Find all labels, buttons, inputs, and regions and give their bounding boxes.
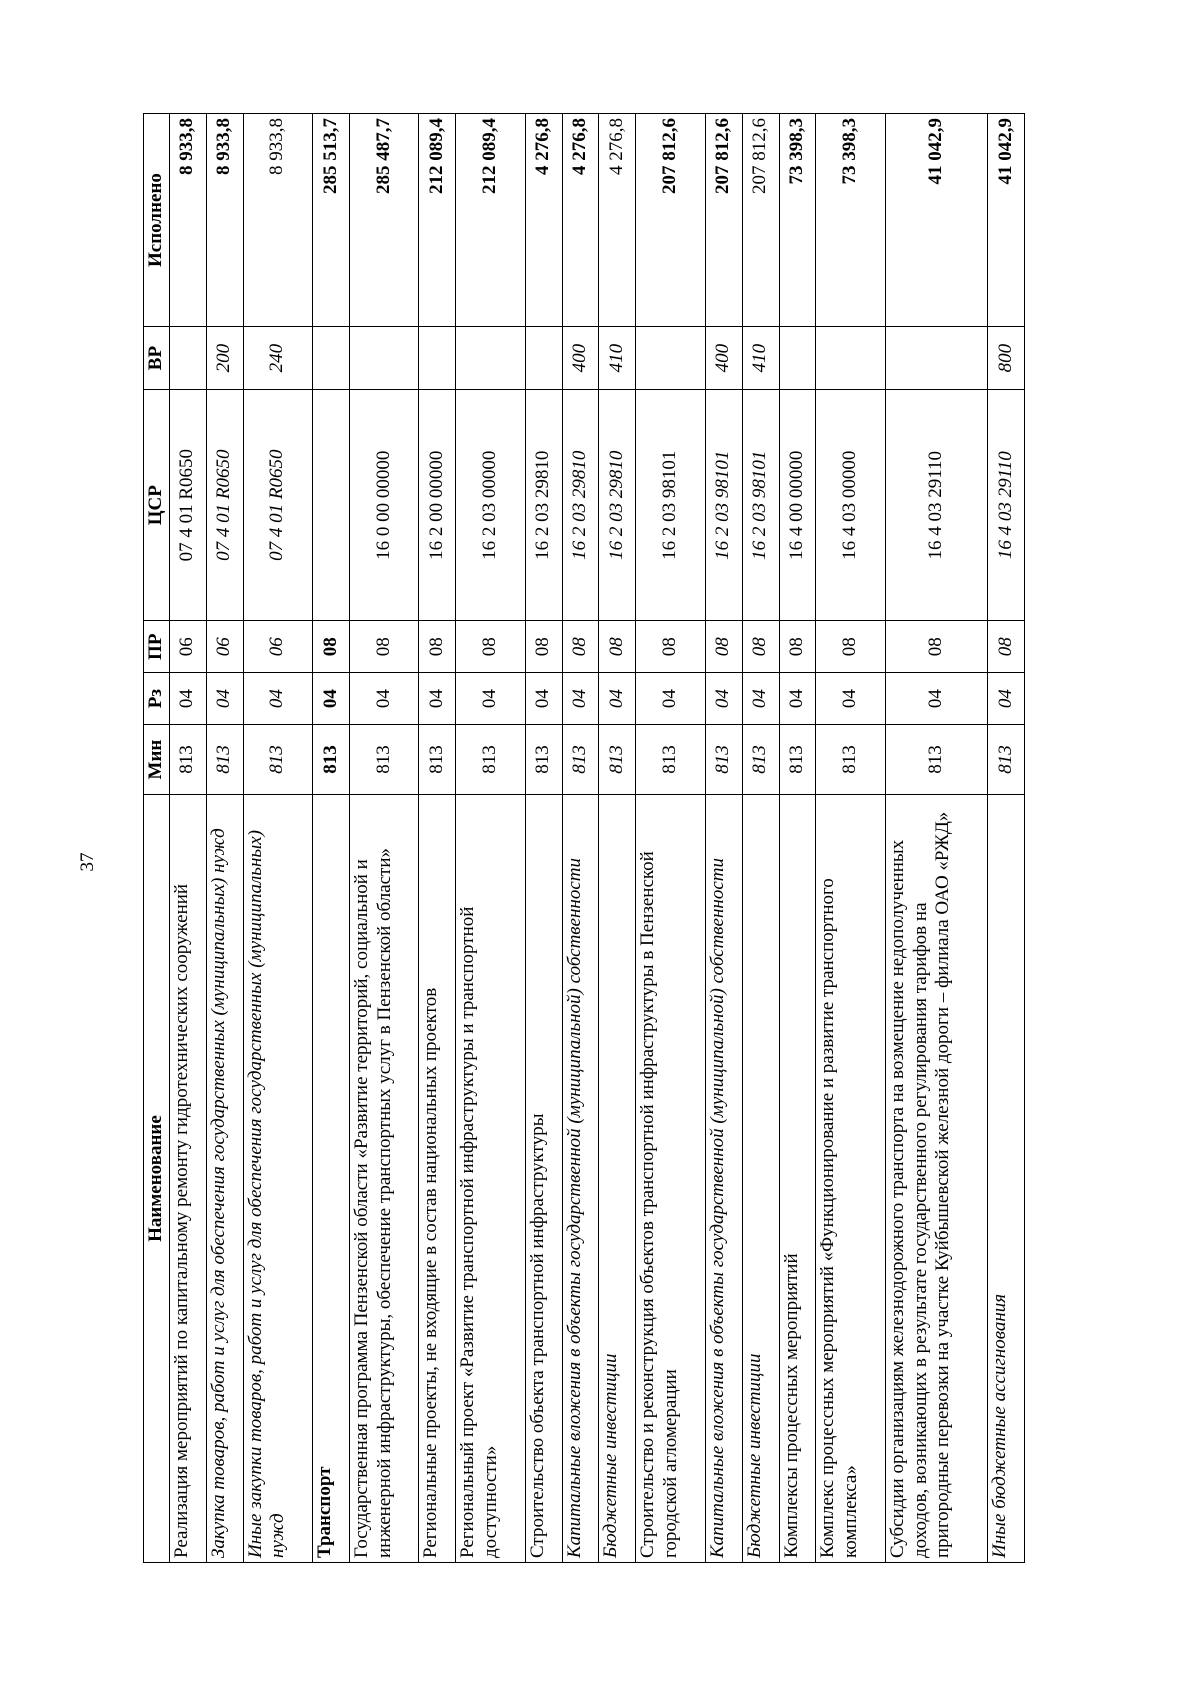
cell-isp: 8 933,8 — [243, 114, 312, 327]
cell-pr: 08 — [742, 621, 779, 673]
cell-rz: 04 — [599, 673, 636, 725]
table-row — [705, 114, 742, 1563]
cell-csr: 16 2 00 00000 — [419, 390, 456, 621]
cell-name: Бюджетные инвестиции — [599, 795, 636, 1563]
cell-csr: 16 4 00 00000 — [779, 390, 816, 621]
header-vr: ВР — [144, 327, 170, 390]
table-row — [636, 114, 705, 1563]
table-row — [349, 114, 418, 1563]
cell-rz: 04 — [243, 673, 312, 725]
table-row — [987, 114, 1024, 1563]
cell-min: 813 — [349, 725, 418, 795]
cell-csr: 07 4 01 R0650 — [206, 390, 243, 621]
cell-name: Комплексы процессных мероприятий — [779, 795, 816, 1563]
cell-csr: 16 2 03 98101 — [742, 390, 779, 621]
cell-csr: 16 4 03 29110 — [987, 390, 1024, 621]
table-row — [816, 114, 885, 1563]
cell-pr: 08 — [349, 621, 418, 673]
cell-csr: 16 2 03 98101 — [705, 390, 742, 621]
cell-name: Региональный проект «Развитие транспортной инфраструктуры и транспортной доступности» — [456, 795, 525, 1563]
header-csr: ЦСР — [144, 390, 170, 621]
cell-min: 813 — [456, 725, 525, 795]
cell-csr: 07 4 01 R0650 — [169, 390, 206, 621]
cell-vr — [779, 327, 816, 390]
cell-vr: 800 — [987, 327, 1024, 390]
cell-vr — [349, 327, 418, 390]
cell-min: 813 — [599, 725, 636, 795]
cell-name: Строительство и реконструкция объектов транспортной инфраструктуры в Пензенской городской агломерации — [636, 795, 705, 1563]
page-number: 37 — [77, 852, 98, 872]
cell-isp: 4 276,8 — [562, 114, 599, 327]
cell-csr: 16 2 03 29810 — [525, 390, 562, 621]
cell-vr: 410 — [599, 327, 636, 390]
cell-rz: 04 — [169, 673, 206, 725]
cell-name: Закупка товаров, работ и услуг для обеспечения государственных (муниципальных) нужд — [206, 795, 243, 1563]
cell-csr: 07 4 01 R0650 — [243, 390, 312, 621]
cell-isp: 73 398,3 — [816, 114, 885, 327]
cell-pr: 08 — [779, 621, 816, 673]
cell-vr — [419, 327, 456, 390]
cell-min: 813 — [313, 725, 350, 795]
cell-rz: 04 — [987, 673, 1024, 725]
cell-vr — [525, 327, 562, 390]
table-row — [525, 114, 562, 1563]
table-row — [562, 114, 599, 1563]
cell-rz: 04 — [742, 673, 779, 725]
cell-vr: 400 — [562, 327, 599, 390]
cell-name: Строительство объекта транспортной инфраструктуры — [525, 795, 562, 1563]
cell-pr: 08 — [599, 621, 636, 673]
cell-csr: 16 0 00 00000 — [349, 390, 418, 621]
table-row — [313, 114, 350, 1563]
cell-isp: 4 276,8 — [525, 114, 562, 327]
header-pr: ПР — [144, 621, 170, 673]
cell-name: Капитальные вложения в объекты государственной (муниципальной) собственности — [705, 795, 742, 1563]
cell-rz: 04 — [885, 673, 987, 725]
cell-rz: 04 — [349, 673, 418, 725]
cell-csr — [313, 390, 350, 621]
table-body — [169, 114, 1024, 1563]
cell-vr: 200 — [206, 327, 243, 390]
cell-csr: 16 2 03 29810 — [562, 390, 599, 621]
cell-name: Капитальные вложения в объекты государственной (муниципальной) собственности — [562, 795, 599, 1563]
cell-vr — [636, 327, 705, 390]
cell-vr: 410 — [742, 327, 779, 390]
cell-isp: 4 276,8 — [599, 114, 636, 327]
cell-name: Бюджетные инвестиции — [742, 795, 779, 1563]
cell-vr — [313, 327, 350, 390]
cell-isp: 285 513,7 — [313, 114, 350, 327]
header-min: Мин — [144, 725, 170, 795]
cell-min: 813 — [816, 725, 885, 795]
cell-name: Комплекс процессных мероприятий «Функционирование и развитие транспортного комплекса» — [816, 795, 885, 1563]
cell-isp: 207 812,6 — [705, 114, 742, 327]
table-row — [419, 114, 456, 1563]
cell-pr: 08 — [562, 621, 599, 673]
cell-isp: 41 042,9 — [987, 114, 1024, 327]
cell-pr: 08 — [636, 621, 705, 673]
table-row — [742, 114, 779, 1563]
cell-csr: 16 4 03 29110 — [885, 390, 987, 621]
cell-isp: 8 933,8 — [169, 114, 206, 327]
cell-isp: 8 933,8 — [206, 114, 243, 327]
cell-vr — [885, 327, 987, 390]
cell-rz: 04 — [206, 673, 243, 725]
cell-pr: 06 — [243, 621, 312, 673]
cell-name: Региональные проекты, не входящие в состав национальных проектов — [419, 795, 456, 1563]
cell-isp: 207 812,6 — [742, 114, 779, 327]
cell-min: 813 — [525, 725, 562, 795]
cell-rz: 04 — [816, 673, 885, 725]
table-row — [169, 114, 206, 1563]
cell-rz: 04 — [525, 673, 562, 725]
cell-isp: 41 042,9 — [885, 114, 987, 327]
cell-min: 813 — [987, 725, 1024, 795]
table-row — [599, 114, 636, 1563]
cell-name: Государственная программа Пензенской области «Развитие территорий, социальной и инженерной инфраструктуры, обеспечение транспортных услуг в Пензенской области» — [349, 795, 418, 1563]
cell-rz: 04 — [636, 673, 705, 725]
cell-vr — [456, 327, 525, 390]
cell-min: 813 — [419, 725, 456, 795]
cell-rz: 04 — [562, 673, 599, 725]
cell-csr: 16 2 03 00000 — [456, 390, 525, 621]
cell-csr: 16 4 03 00000 — [816, 390, 885, 621]
cell-csr: 16 2 03 98101 — [636, 390, 705, 621]
cell-isp: 207 812,6 — [636, 114, 705, 327]
cell-min: 813 — [742, 725, 779, 795]
cell-min: 813 — [169, 725, 206, 795]
cell-min: 813 — [562, 725, 599, 795]
cell-min: 813 — [779, 725, 816, 795]
table-row — [885, 114, 987, 1563]
cell-name: Субсидии организациям железнодорожного транспорта на возмещение недополученных доходов, возникающих в результате государственного регулирования тарифов на пригородные перевозки на участке Куйбышевской железной дороги – филиала ОАО «РЖД» — [885, 795, 987, 1563]
cell-name: Иные бюджетные ассигнования — [987, 795, 1024, 1563]
header-name: Наименование — [144, 795, 170, 1563]
cell-pr: 08 — [525, 621, 562, 673]
cell-isp: 212 089,4 — [419, 114, 456, 327]
cell-name: Иные закупки товаров, работ и услуг для обеспечения государственных (муниципальных) нужд — [243, 795, 312, 1563]
cell-min: 813 — [705, 725, 742, 795]
cell-pr: 08 — [987, 621, 1024, 673]
table-row — [456, 114, 525, 1563]
table-row — [206, 114, 243, 1563]
cell-pr: 08 — [705, 621, 742, 673]
cell-rz: 04 — [419, 673, 456, 725]
cell-pr: 06 — [206, 621, 243, 673]
cell-vr: 240 — [243, 327, 312, 390]
cell-pr: 08 — [419, 621, 456, 673]
cell-pr: 08 — [313, 621, 350, 673]
cell-vr — [169, 327, 206, 390]
cell-pr: 08 — [885, 621, 987, 673]
cell-csr: 16 2 03 29810 — [599, 390, 636, 621]
cell-isp: 73 398,3 — [779, 114, 816, 327]
cell-name: Транспорт — [313, 795, 350, 1563]
cell-vr — [816, 327, 885, 390]
cell-isp: 212 089,4 — [456, 114, 525, 327]
cell-rz: 04 — [705, 673, 742, 725]
cell-min: 813 — [636, 725, 705, 795]
cell-rz: 04 — [313, 673, 350, 725]
cell-pr: 06 — [169, 621, 206, 673]
table-row — [779, 114, 816, 1563]
cell-rz: 04 — [779, 673, 816, 725]
cell-name: Реализация мероприятий по капитальному ремонту гидротехнических сооружений — [169, 795, 206, 1563]
cell-pr: 08 — [456, 621, 525, 673]
cell-vr: 400 — [705, 327, 742, 390]
budget-table — [143, 113, 1025, 1563]
table-header-row — [144, 114, 170, 1563]
header-rz: Рз — [144, 673, 170, 725]
cell-rz: 04 — [456, 673, 525, 725]
header-isp: Исполнено — [144, 114, 170, 327]
cell-min: 813 — [885, 725, 987, 795]
cell-min: 813 — [206, 725, 243, 795]
cell-min: 813 — [243, 725, 312, 795]
table-row — [243, 114, 312, 1563]
cell-pr: 08 — [816, 621, 885, 673]
budget-table-rotated — [143, 113, 1025, 1563]
cell-isp: 285 487,7 — [349, 114, 418, 327]
